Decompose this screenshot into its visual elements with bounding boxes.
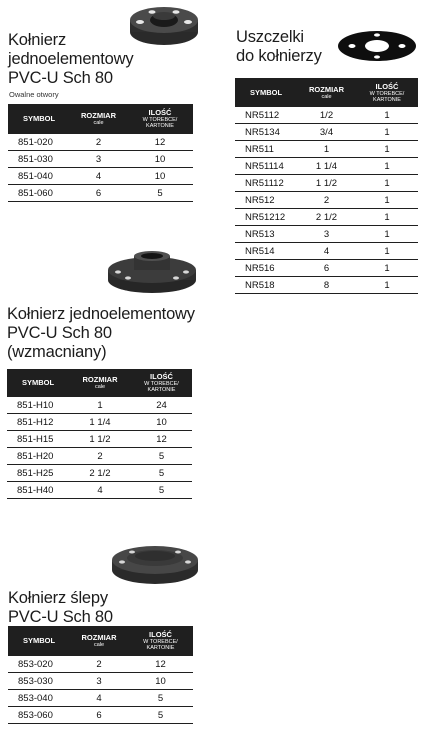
table-cell: 2 1/2 [69,465,131,482]
header-symbol: SYMBOL [8,104,70,134]
table-row [7,482,192,499]
table-cell: 1 [356,243,418,260]
cell-symbol: 853-030 [8,673,70,690]
section3-table [7,369,192,499]
cell-symbol: 851-020 [8,134,70,151]
cell-symbol: NR512 [235,192,297,209]
section2-title-line: do kołnierzy [236,47,322,65]
table-cell: 4 [297,243,356,260]
header-symbol: SYMBOL [235,78,297,107]
table-row [8,690,193,707]
cell-symbol: 851-040 [8,168,70,185]
header-size: ROZMIAR cale [69,369,131,397]
table-cell: 2 1/2 [297,209,356,226]
table-row [8,134,193,151]
table-cell: 12 [127,134,193,151]
table-row [8,707,193,724]
section1-title-line: jednoelementowy [8,50,134,68]
table-cell: 5 [131,465,192,482]
table-cell: 1 1/4 [297,158,356,175]
table-row [7,448,192,465]
section3-title [7,305,195,362]
table-cell: 2 [70,656,128,673]
table-cell: 1 1/2 [69,431,131,448]
flange-image [128,2,200,48]
table-cell: 3 [70,151,127,168]
table-cell: 1 1/2 [297,175,356,192]
table-row [235,175,418,192]
table-cell: 5 [128,690,193,707]
section3-title-line: (wzmacniany) [7,343,107,361]
table-row [235,141,418,158]
header-qty: ILOŚĆ W TOREBCE/ KARTONIE [128,626,193,656]
table-row [7,431,192,448]
table-cell: 1 [356,192,418,209]
table-cell: 1 [356,226,418,243]
header-size: ROZMIAR cale [297,78,356,107]
cell-symbol: NR5112 [235,107,297,124]
cell-symbol: 851-H10 [7,397,69,414]
header-qty: ILOŚĆ W TOREBCE/ KARTONIE [127,104,193,134]
table-cell: 2 [69,448,131,465]
header-size: ROZMIAR cale [70,104,127,134]
table-cell: 5 [131,448,192,465]
table-cell: 2 [70,134,127,151]
table-cell: 1 [297,141,356,158]
table-row [235,107,418,124]
cell-symbol: NR511 [235,141,297,158]
section4-title [8,589,113,627]
table-cell: 10 [127,168,193,185]
section1-table [8,104,193,202]
section2-title-line: Uszczelki [236,28,304,46]
cell-symbol: NR518 [235,277,297,294]
header-qty: ILOŚĆ W TOREBCE/ KARTONIE [131,369,192,397]
table-cell: 24 [131,397,192,414]
cell-symbol: 853-060 [8,707,70,724]
table-cell: 1 [356,158,418,175]
table-cell: 3/4 [297,124,356,141]
section4-table [8,626,193,724]
table-cell: 8 [297,277,356,294]
cell-symbol: NR5134 [235,124,297,141]
table-row [235,243,418,260]
cell-symbol: NR513 [235,226,297,243]
table-cell: 1 [356,209,418,226]
table-row [235,158,418,175]
table-cell: 12 [128,656,193,673]
table-row [8,673,193,690]
cell-symbol: 851-H25 [7,465,69,482]
table-cell: 1 [69,397,131,414]
table-row [235,124,418,141]
section1-title [8,31,133,88]
cell-symbol: NR516 [235,260,297,277]
gasket-image [336,30,418,62]
section4-title-line: PVC-U Sch 80 [8,608,113,626]
header-symbol: SYMBOL [8,626,70,656]
table-row [235,192,418,209]
section1-title-line: Kołnierz [8,31,67,49]
section1-note: Owalne otwory [9,90,59,99]
table-cell: 4 [70,168,127,185]
table-cell: 2 [297,192,356,209]
table-row [7,414,192,431]
table-cell: 1/2 [297,107,356,124]
table-row [235,277,418,294]
reinforced-flange-image [106,250,198,296]
table-row [8,168,193,185]
cell-symbol: 851-H12 [7,414,69,431]
table-row [235,226,418,243]
cell-symbol: NR51212 [235,209,297,226]
cell-symbol: 851-H15 [7,431,69,448]
table-cell: 1 [356,141,418,158]
table-cell: 1 1/4 [69,414,131,431]
table-cell: 1 [356,124,418,141]
table-cell: 6 [297,260,356,277]
blind-flange-image [110,542,200,586]
table-cell: 1 [356,277,418,294]
cell-symbol: 851-H40 [7,482,69,499]
table-cell: 6 [70,185,127,202]
table-cell: 1 [356,107,418,124]
table-row [235,209,418,226]
section2-table [235,78,418,294]
table-row [8,656,193,673]
cell-symbol: 851-030 [8,151,70,168]
header-symbol: SYMBOL [7,369,69,397]
header-size: ROZMIAR cale [70,626,128,656]
table-cell: 10 [127,151,193,168]
section3-title-line: PVC-U Sch 80 [7,324,112,342]
section1-title-line: PVC-U Sch 80 [8,69,113,87]
table-row [8,185,193,202]
section4-title-line: Kołnierz ślepy [8,589,108,607]
table-cell: 5 [131,482,192,499]
section3-title-line: Kołnierz jednoelementowy [7,305,195,323]
table-cell: 12 [131,431,192,448]
table-cell: 5 [128,707,193,724]
table-row [8,151,193,168]
section2-title [236,28,322,66]
table-cell: 4 [70,690,128,707]
cell-symbol: NR51112 [235,175,297,192]
table-cell: 1 [356,260,418,277]
table-row [7,465,192,482]
table-row [235,260,418,277]
table-cell: 10 [131,414,192,431]
cell-symbol: 853-040 [8,690,70,707]
table-cell: 3 [297,226,356,243]
table-cell: 1 [356,175,418,192]
table-cell: 10 [128,673,193,690]
cell-symbol: 851-060 [8,185,70,202]
table-cell: 3 [70,673,128,690]
cell-symbol: NR514 [235,243,297,260]
header-qty: ILOŚĆ W TOREBCE/ KARTONIE [356,78,418,107]
cell-symbol: 853-020 [8,656,70,673]
cell-symbol: NR51114 [235,158,297,175]
table-cell: 4 [69,482,131,499]
table-row [7,397,192,414]
table-cell: 6 [70,707,128,724]
cell-symbol: 851-H20 [7,448,69,465]
table-cell: 5 [127,185,193,202]
